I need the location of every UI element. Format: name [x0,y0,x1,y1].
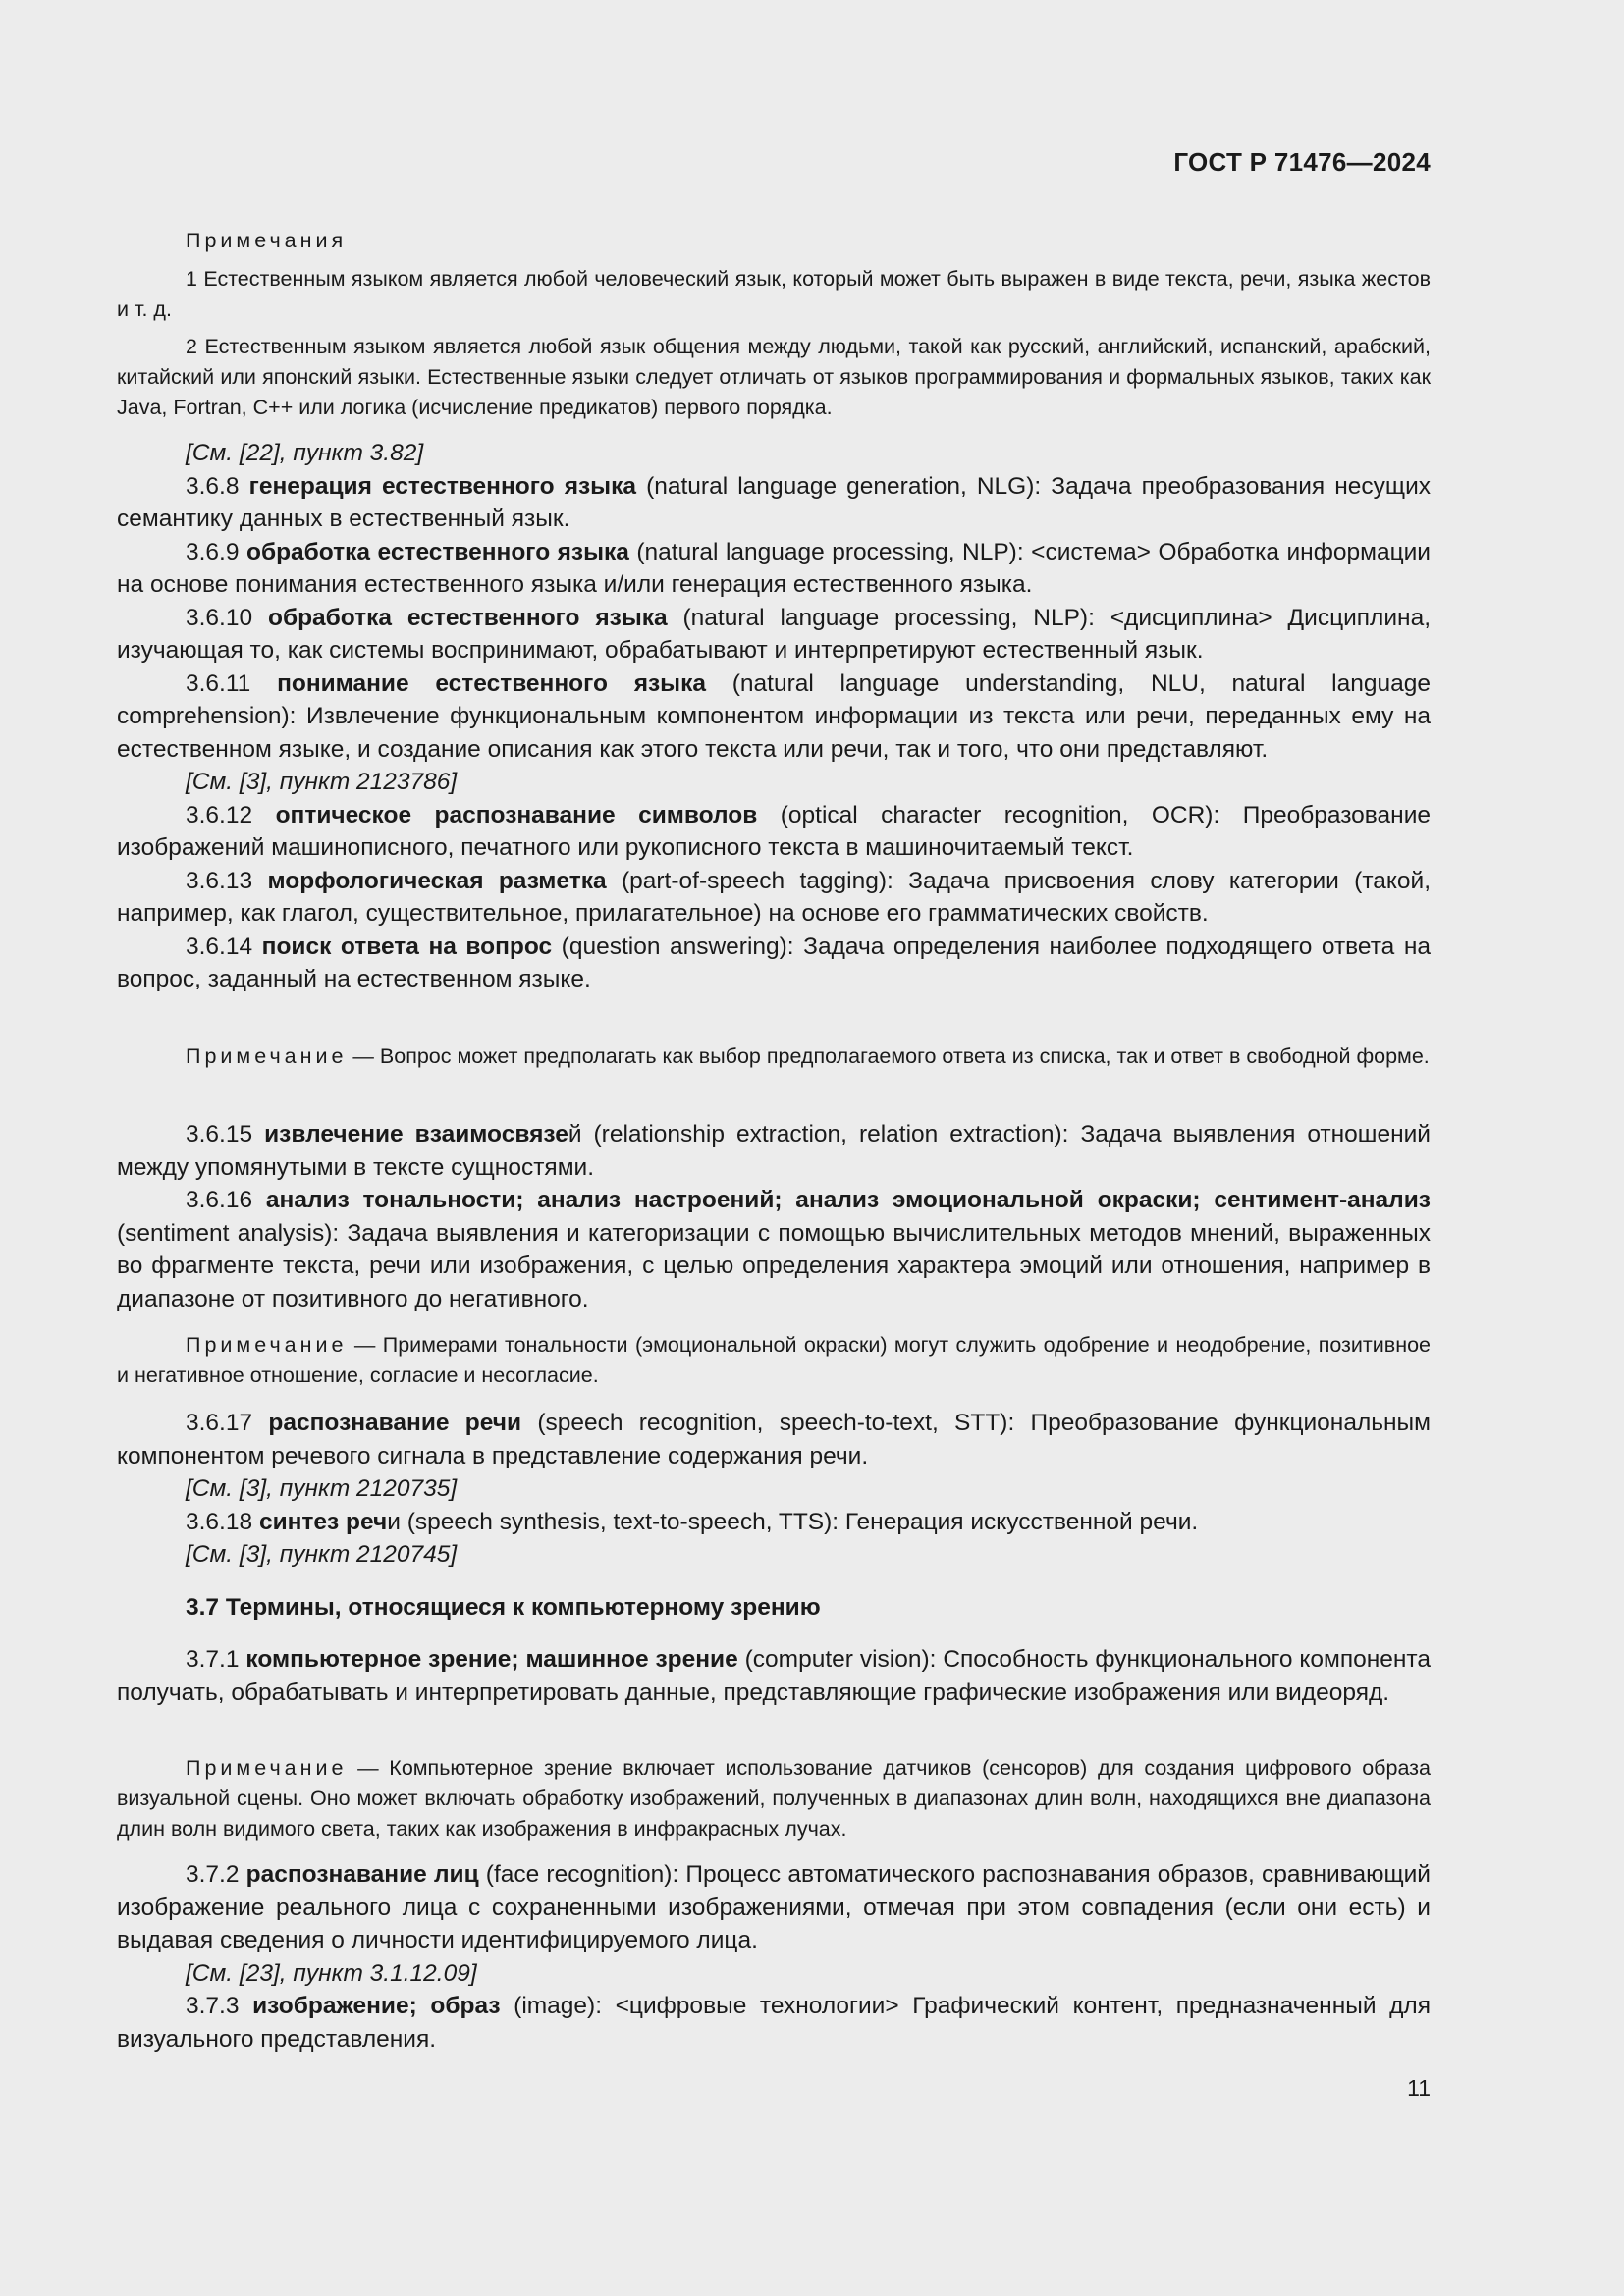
term-name: извлечение взаимосвязе [264,1121,568,1148]
reference: [См. [3], пункт 2120745] [186,1541,458,1568]
term-3-6-18: 3.6.18 синтез речи (speech synthesis, text-to-speech, TTS): Генерация искусственной речи. [186,1508,1199,1535]
term-3-6-10: 3.6.10 обработка естественного языка (natural language processing, NLP): <дисциплина> Дисциплина, изучающая то, как системы воспринимают, обрабатывают и интерпретируют естественный язык. [117,604,1432,664]
terms-block-2 [117,1118,1431,1315]
note-label: Примечание [186,1044,348,1068]
reference: [См. [3], пункт 2120735] [186,1475,458,1502]
reference: [См. [3], пункт 2123786] [186,769,458,795]
term-3-7-2: 3.7.2 распознавание лиц (face recognition): Процесс автоматического распознавания образов, сравнивающий изображение реального лица с сохраненными изображениями, отмечая при этом совпадения (если они есть) и выдавая сведения о личности идентифицируемого лица. [117,1861,1431,1953]
reference: [См. [23], пункт 3.1.12.09] [186,1959,477,1987]
term-3-6-14: 3.6.14 поиск ответа на вопрос (question answering): Задача определения наиболее подходящего ответа на вопрос, заданный на естественном языке. [117,933,1431,992]
terms-block-3 [117,1407,1431,1572]
terms-block-4 [117,1858,1431,2056]
notes-block [117,226,1431,423]
term-3-6-16: 3.6.16 анализ тональности; анализ настроений; анализ эмоциональной окраски; сентимент-анализ (sentiment analysis): Задача выявления и категоризации с помощью вычислительных методов мнений, выраженных во фрагменте текста, речи или изображения, с целью определения характера эмоций или отношения, например в диапазоне от позитивного до негативного. [117,1187,1431,1312]
term-3-6-17: 3.6.17 распознавание речи (speech recognition, speech-to-text, STT): Преобразование функциональным компонентом речевого сигнала в представление содержания речи. [117,1410,1432,1469]
term-name: распознавание речи [268,1410,522,1436]
term-3-7-1: 3.7.1 компьютерное зрение; машинное зрение (computer vision): Способность функционального компонента получать, обрабатывать и интерпретировать данные, представляющие графические изображения или видеоряд. [117,1646,1432,1706]
term-3-7-1-block [117,1643,1431,1709]
terms-block-1 [117,437,1431,996]
document-code: ГОСТ Р 71476—2024 [1173,147,1431,177]
note-3-6-16: Примечание — Примерами тональности (эмоциональной окраски) могут служить одобрение и неодобрение, позитивное и негативное отношение, согласие и несогласие. [117,1333,1431,1387]
term-3-6-8: 3.6.8 генерация естественного языка (natural language generation, NLG): Задача преобразования несущих семантику данных в естественный язык. [117,472,1432,532]
note-label: Примечание [186,1756,348,1780]
notes-title: Примечания [186,229,348,252]
term-3-6-13: 3.6.13 морфологическая разметка (part-of-speech tagging): Задача присвоения слову категории (такой, например, как глагол, существительное, прилагательное) на основе его грамматических свойств. [117,867,1432,927]
term-name: распознавание лиц [245,1861,479,1888]
term-name: понимание естественного языка [277,669,706,697]
note-label: Примечание [186,1333,348,1357]
term-name: синтез реч [258,1508,388,1535]
term-name: поиск ответа на вопрос [261,933,553,960]
term-name: компьютерное зрение; машинное зрение [245,1646,738,1673]
note-item-1: 1 Естественным языком является любой человеческий язык, который может быть выражен в виде текста, речи, языка жестов и т. д. [117,267,1431,321]
term-name: генерация естественного языка [248,472,636,500]
term-3-6-15: 3.6.15 извлечение взаимосвязей (relationship extraction, relation extraction): Задача выявления отношений между упомянутыми в тексте сущностями. [117,1121,1431,1181]
term-3-6-12: 3.6.12 оптическое распознавание символов (optical character recognition, OCR): Преобразование изображений машинописного, печатного или рукописного текста в машиночитаемый текст. [117,801,1432,861]
term-3-6-11: 3.6.11 понимание естественного языка (natural language understanding, NLU, natural language comprehension): Извлечение функциональным компонентом информации из текста или речи, переданных ему на естественном языке, и создание описания как этого текста или речи, так и того, что они представляют. [117,669,1432,763]
term-name: обработка естественного языка [245,538,629,565]
term-3-7-3: 3.7.3 изображение; образ (image): <цифровые технологии> Графический контент, предназначенный для визуального представления. [117,1993,1431,2053]
term-name: анализ тональности; анализ настроений; анализ эмоциональной окраски; сентимент-анализ [265,1187,1431,1213]
page-number: 11 [1407,2075,1431,2101]
term-name: обработка естественного языка [267,604,668,631]
term-name: морфологическая разметка [267,867,607,894]
note-3-7-1: Примечание — Компьютерное зрение включает использование датчиков (сенсоров) для создания цифрового образа визуальной сцены. Оно может включать обработку изображений, полученных в диапазонах длин волн, находящихся вне диапазона длин волн видимого света, таких как изображения в инфракрасных лучах. [117,1756,1431,1841]
term-name: оптическое распознавание символов [275,801,758,828]
section-3-7-heading: 3.7 Термины, относящиеся к компьютерному зрению [186,1594,821,1621]
term-name: изображение; образ [252,1993,501,2019]
note-item-2: 2 Естественным языком является любой язык общения между людьми, такой как русский, английский, испанский, арабский, китайский или японский языки. Естественные языки следует отличать от языков программирования и формальных языков, таких как Java, Fortran, C++ или логика (исчисление предикатов) первого порядка. [117,335,1431,419]
reference: [См. [22], пункт 3.82] [186,440,424,466]
note-3-6-14: Примечание — Вопрос может предполагать как выбор предполагаемого ответа из списка, так и ответ в свободной форме. [186,1044,1430,1068]
term-3-6-9: 3.6.9 обработка естественного языка (natural language processing, NLP): <система> Обработка информации на основе понимания естественного языка и/или генерация естественного языка. [117,538,1431,598]
